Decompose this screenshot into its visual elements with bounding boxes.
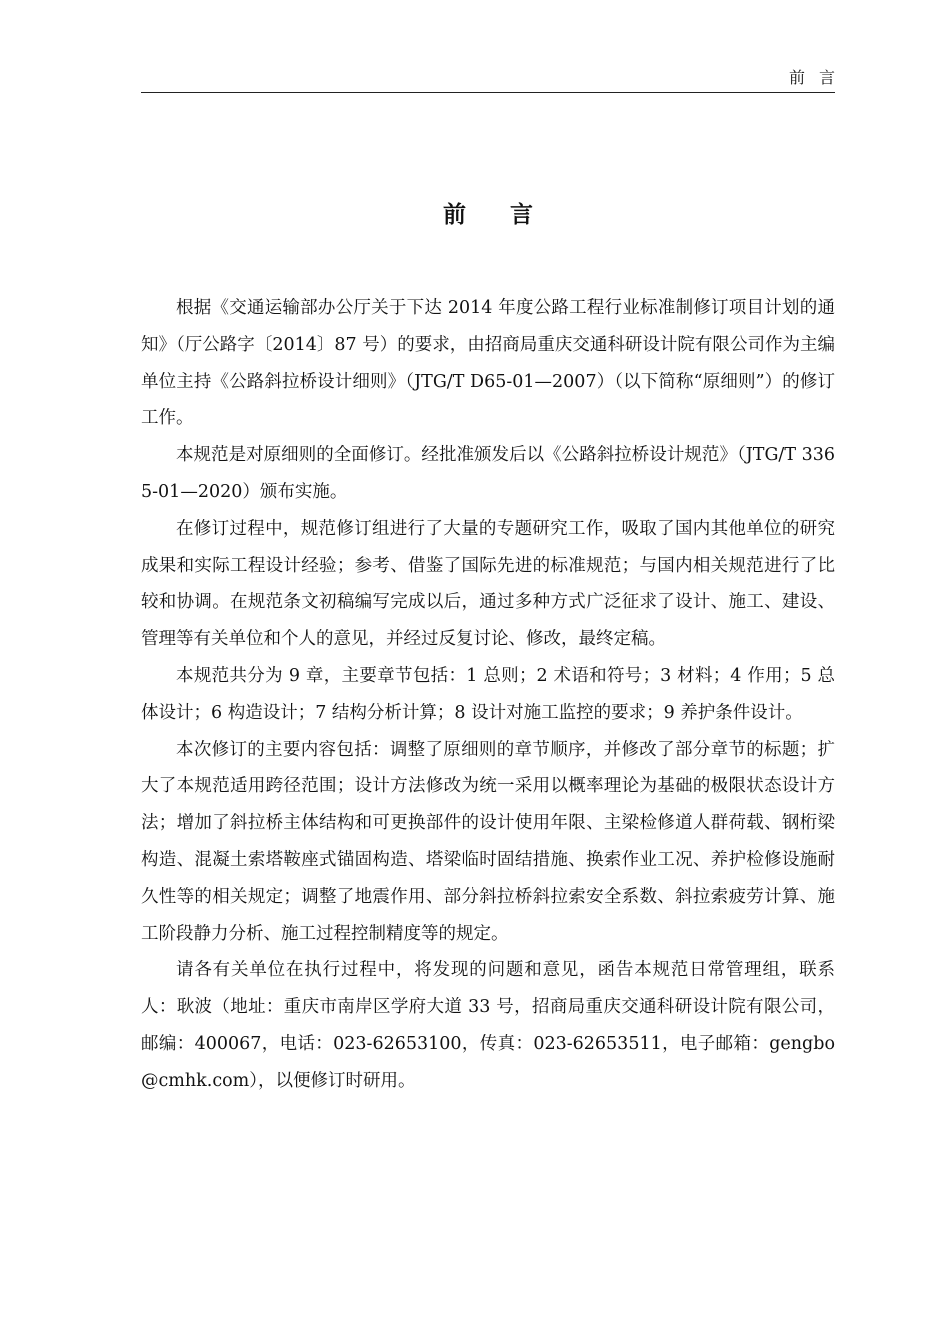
running-header [141,68,849,93]
paragraph-main-changes: 本次修订的主要内容包括：调整了原细则的章节顺序，并修改了部分章节的标题；扩大了本规范适用跨径范围；设计方法修改为统一采用以概率理论为基础的极限状态设计方法；增加了斜拉桥主体结构和可更换部件的设计使用年限、主梁检修道人群荷载、钢桁梁构造、混凝土索塔鞍座式锚固构造、塔梁临时固结措施、换索作业工况、养护检修设施耐久性等的相关规定；调整了地震作用、部分斜拉桥斜拉索安全系数、斜拉索疲劳计算、施工阶段静力分析、施工过程控制精度等的规定。 [141,739,835,944]
paragraph-revision-scope: 本规范是对原细则的全面修订。经批准颁发后以《公路斜拉桥设计规范》（JTG/T 3365-01—2020）颁布实施。 [141,445,835,502]
paragraph-revision-process: 在修订过程中，规范修订组进行了大量的专题研究工作，吸取了国内其他单位的研究成果和实际工程设计经验；参考、借鉴了国际先进的标准规范；与国内相关规范进行了比较和协调。在规范条文初稿编写完成以后，通过多种方式广泛征求了设计、施工、建设、管理等有关单位和个人的意见，并经过反复讨论、修改，最终定稿。 [141,518,835,650]
page-title-text: 前言 [443,201,577,228]
preface-body [141,290,835,1100]
paragraph-chapter-structure: 本规范共分为 9 章，主要章节包括：1 总则；2 术语和符号；3 材料；4 作用；5 总体设计；6 构造设计；7 结构分析计算；8 设计对施工监控的要求；9 养护条件设计。 [141,665,835,723]
running-header-title: 前言 [788,68,849,87]
paragraph-contact-info: 请各有关单位在执行过程中，将发现的问题和意见，函告本规范日常管理组，联系人：耿波（地址：重庆市南岸区学府大道 33 号，招商局重庆交通科研设计院有限公司，邮编：400067，电话：023-62653100，传真：023-62653511，电子邮箱：gengbo@cmhk.com），以便修订时研用。 [141,960,835,1091]
page-title [141,198,835,232]
paragraph-project-origin: 根据《交通运输部办公厅关于下达 2014 年度公路工程行业标准制修订项目计划的通知》（厅公路字〔2014〕87 号）的要求，由招商局重庆交通科研设计院有限公司作为主编单位主持《公路斜拉桥设计细则》（JTG/T D65-01—2007）（以下简称“原细则”）的修订工作。 [141,298,835,429]
